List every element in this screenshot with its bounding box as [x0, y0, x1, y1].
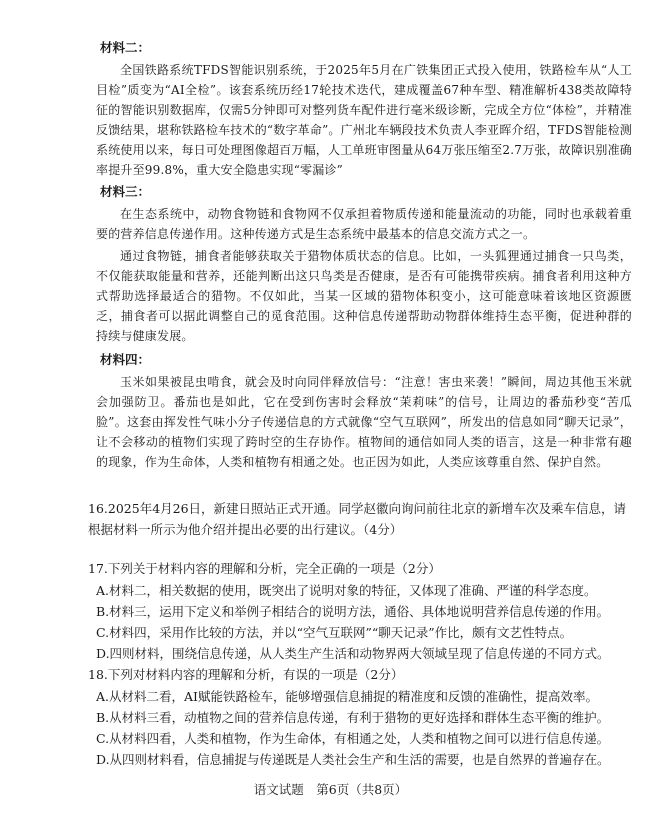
question-17-stem: 17.下列关于材料内容的理解和分析，完全正确的一项是（2分） [88, 561, 441, 576]
question-17-option-b: B.材料三，运用下定义和举例子相结合的说明方法，通俗、具体地说明营养信息传递的作用。 [96, 604, 610, 619]
question-18-stem: 18.下列对材料内容的理解和分析，有误的一项是（2分） [88, 667, 404, 682]
page-footer: 语文试题 第6页（共8页） [253, 782, 408, 797]
material3-paragraph-1: 在生态系统中，动物食物链和食物网不仅承担着物质传递和能量流动的功能，同时也承载着重要的营养信息传递作用。这种传递方式是生态系统中最基本的信息交流方式之一。 [96, 207, 632, 241]
question-17-option-d: D.四则材料，围绕信息传递，从人类生产生活和动物界两大领域呈现了信息传递的不同方式。 [96, 646, 610, 661]
question-16: 16.2025年4月26日，新建日照站正式开通。同学赵徽向询问前往北京的新增车次及乘车信息，请根据材料一所示为他介绍并提出必要的出行建议。（4分） [88, 501, 627, 537]
material2-heading: 材料二： [100, 40, 151, 55]
question-17-option-a: A.材料二，相关数据的使用，既突出了说明对象的特征，又体现了准确、严谨的科学态度。 [96, 583, 597, 598]
material3-heading: 材料三： [100, 184, 151, 199]
material4-heading: 材料四： [100, 352, 151, 367]
question-18-option-c: C.从材料四看，人类和植物，作为生命体，有相通之处，人类和植物之间可以进行信息传递。 [96, 731, 610, 746]
material2-text: 全国铁路系统TFDS智能识别系统，于2025年5月在广铁集团正式投入使用，铁路检车从“人工目检”质变为“AI全检”。该套系统历经17轮技术迭代，建成覆盖67种车型、精准解析438类故障特征的智能识别数据库，仅需5分钟即可对整列货车配件进行毫米级诊断，完成全方位“体检”，并精准反馈结果，堪称铁路检车技术的“数字革命”。广州北车辆段技术负责人李亚晖介绍，TFDS智能检测系统使用以来，每日可处理图像超百万幅，人工单班审图量从64万张压缩至2.7万张，故障识别准确率提升至99.8%，重大安全隐患实现“零漏诊” [96, 63, 632, 177]
material3-paragraph-2: 通过食物链，捕食者能够获取关于猎物体质状态的信息。比如，一头狐狸通过捕食一只鸟类，不仅能获取能量和营养，还能判断出这只鸟类是否健康，是否有可能携带疾病。捕食者利用这种方式帮助选择最适合的猎物。不仅如此，当某一区域的猎物体积变小，这可能意味着该地区资源匮乏，捕食者可以据此调整自己的觅食范围。这种信息传递帮助动物群体维持生态平衡，促进种群的持续与健康发展。 [96, 249, 632, 343]
question-18-option-d: D.从四则材料看，信息捕捉与传递既是人类社会生产和生活的需要，也是自然界的普遍存在。 [96, 752, 610, 767]
question-18-option-b: B.从材料三看，动植物之间的营养信息传递，有利于猎物的更好选择和群体生态平衡的维护。 [96, 710, 610, 725]
question-18-option-a: A.从材料二看，AI赋能铁路检车，能够增强信息捕捉的精准度和反馈的准确性，提高效率。 [96, 689, 598, 704]
question-17-option-c: C.材料四，采用作比较的方法，并以“空气互联网”“聊天记录”作比，颇有文艺性特点。 [96, 625, 573, 640]
material4-paragraph-1: 玉米如果被昆虫啃食，就会及时向同伴释放信号：“注意！害虫来袭！”瞬间，周边其他玉米就会加强防卫。番茄也是如此，它在受到伤害时会释放“茉莉味”的信号，让周边的番茄秒变“苦瓜脸”。这套由挥发性气味小分子传递信息的方式就像“空气互联网”，所发出的信息如同“聊天记录”，让不会移动的植物们实现了跨时空的生存协作。植物间的通信如同人类的语言，这是一种非常有趣的现象，作为生命体，人类和植物有相通之处。也正因为如此，人类应该尊重自然、保护自然。 [96, 375, 632, 469]
